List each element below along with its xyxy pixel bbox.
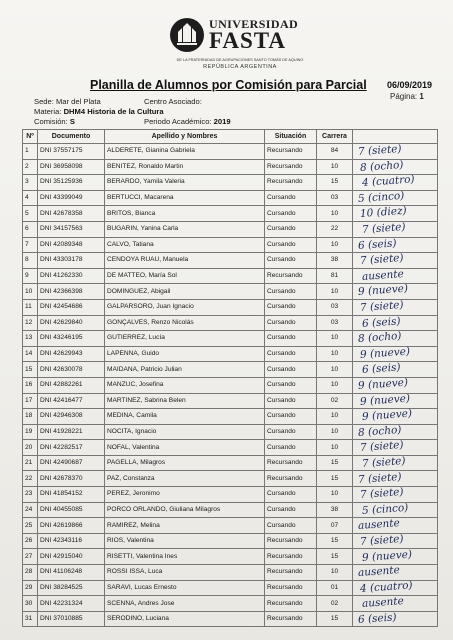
row-document: DNI 42089348	[38, 237, 105, 253]
materia-label: Materia:	[34, 107, 62, 116]
row-document: DNI 42282517	[38, 440, 105, 456]
row-career: 10	[317, 377, 353, 393]
row-number: 29	[23, 580, 38, 596]
row-status: Recursando	[265, 533, 317, 549]
handwritten-grade: 7 (siete)	[359, 486, 404, 502]
handwritten-grade: ausente	[357, 564, 401, 580]
row-name: BENITEZ, Ronaldo Martin	[105, 159, 265, 175]
col-status: Situación	[265, 130, 317, 144]
row-career: 10	[317, 424, 353, 440]
row-status: Recursando	[265, 175, 317, 191]
handwritten-grade: 7 (siete)	[361, 220, 406, 236]
row-document: DNI 42454686	[38, 299, 105, 315]
row-career: 07	[317, 518, 353, 534]
row-status: Cursando	[265, 253, 317, 269]
row-status: Cursando	[265, 502, 317, 518]
row-name: GUTIERREZ, Lucía	[105, 331, 265, 347]
sede-line	[34, 97, 101, 106]
row-career: 03	[317, 315, 353, 331]
row-career: 10	[317, 284, 353, 300]
row-number: 28	[23, 565, 38, 581]
row-name: DOMINGUEZ, Abigail	[105, 284, 265, 300]
row-name: BERARDO, Yamila Valeria	[105, 175, 265, 191]
row-name: BUGARIN, Yanina Carla	[105, 221, 265, 237]
row-career: 02	[317, 393, 353, 409]
row-status: Recursando	[265, 268, 317, 284]
row-document: DNI 41106248	[38, 565, 105, 581]
row-name: SERODINO, Luciana	[105, 611, 265, 627]
row-number: 8	[23, 253, 38, 269]
row-number: 13	[23, 331, 38, 347]
row-status: Recursando	[265, 549, 317, 565]
row-career: 02	[317, 596, 353, 612]
row-document: DNI 42343116	[38, 533, 105, 549]
handwritten-grade: 4 (cuatro)	[359, 579, 413, 595]
handwritten-grade: 9 (nueve)	[357, 376, 409, 392]
row-name: RAMIREZ, Melina	[105, 518, 265, 534]
row-number: 5	[23, 206, 38, 222]
handwritten-grade: 5 (cinco)	[361, 501, 409, 517]
row-status: Cursando	[265, 346, 317, 362]
row-document: DNI 42678370	[38, 471, 105, 487]
row-number: 9	[23, 268, 38, 284]
handwritten-grade: 9 (nueve)	[359, 345, 411, 361]
row-number: 30	[23, 596, 38, 612]
row-document: DNI 36958098	[38, 159, 105, 175]
document-date: 06/09/2019	[387, 80, 433, 90]
row-name: LAPENNA, Guido	[105, 346, 265, 362]
row-status: Cursando	[265, 362, 317, 378]
row-name: PEREZ, Jeronimo	[105, 487, 265, 503]
row-number: 27	[23, 549, 38, 565]
row-career: 01	[317, 580, 353, 596]
row-career: 03	[317, 190, 353, 206]
row-status: Cursando	[265, 190, 317, 206]
handwritten-grade: 7 (siete)	[357, 142, 402, 158]
row-name: ALDERETE, Gianina Gabriela	[105, 144, 265, 160]
handwritten-grade: 7 (siete)	[359, 298, 404, 314]
row-number: 24	[23, 502, 38, 518]
row-name: BRITOS, Bianca	[105, 206, 265, 222]
row-career: 15	[317, 471, 353, 487]
row-career: 10	[317, 346, 353, 362]
handwritten-grade: 6 (seis)	[357, 236, 397, 252]
row-status: Cursando	[265, 331, 317, 347]
handwritten-grade: 9 (nueve)	[359, 392, 411, 408]
row-document: DNI 41854152	[38, 487, 105, 503]
sede-value: Mar del Plata	[55, 97, 101, 106]
row-number: 17	[23, 393, 38, 409]
row-name: BERTUCCI, Macarena	[105, 190, 265, 206]
handwritten-grade: 8 (ocho)	[357, 330, 402, 346]
row-career: 15	[317, 175, 353, 191]
row-career: 81	[317, 268, 353, 284]
periodo-line	[144, 117, 231, 126]
col-number: Nº	[23, 130, 38, 144]
row-document: DNI 34157563	[38, 221, 105, 237]
university-crest-icon	[170, 18, 204, 52]
handwritten-grade: ausente	[361, 267, 405, 283]
row-document: DNI 42630078	[38, 362, 105, 378]
col-grade	[353, 130, 438, 144]
row-name: CENDOYA RUAU, Manuela	[105, 253, 265, 269]
row-name: CALVO, Tatiana	[105, 237, 265, 253]
row-number: 6	[23, 221, 38, 237]
row-number: 16	[23, 377, 38, 393]
row-document: DNI 38284525	[38, 580, 105, 596]
row-status: Cursando	[265, 518, 317, 534]
row-document: DNI 43303178	[38, 253, 105, 269]
row-status: Cursando	[265, 487, 317, 503]
handwritten-grade: 7 (siete)	[359, 252, 404, 268]
row-status: Cursando	[265, 206, 317, 222]
row-document: DNI 37557175	[38, 144, 105, 160]
handwritten-grade: ausente	[357, 517, 401, 533]
handwritten-grade: 8 (ocho)	[357, 423, 402, 439]
row-document: DNI 42490687	[38, 455, 105, 471]
row-number: 20	[23, 440, 38, 456]
row-status: Cursando	[265, 284, 317, 300]
row-document: DNI 42882261	[38, 377, 105, 393]
row-number: 23	[23, 487, 38, 503]
row-document: DNI 42416477	[38, 393, 105, 409]
row-number: 22	[23, 471, 38, 487]
comision-line	[34, 117, 75, 126]
row-name: MARTINEZ, Sabrina Belen	[105, 393, 265, 409]
row-career: 10	[317, 206, 353, 222]
row-career: 10	[317, 159, 353, 175]
row-career: 10	[317, 409, 353, 425]
row-document: DNI 42366398	[38, 284, 105, 300]
handwritten-grade: 8 (ocho)	[359, 158, 404, 174]
handwritten-grade: 6 (seis)	[361, 361, 401, 377]
row-status: Recursando	[265, 144, 317, 160]
periodo-value: 2019	[213, 117, 231, 126]
row-number: 31	[23, 611, 38, 627]
row-document: DNI 42946308	[38, 409, 105, 425]
row-status: Cursando	[265, 221, 317, 237]
row-number: 4	[23, 190, 38, 206]
sede-label: Sede:	[34, 97, 54, 106]
row-status: Recursando	[265, 455, 317, 471]
row-number: 3	[23, 175, 38, 191]
row-status: Cursando	[265, 299, 317, 315]
row-name: SARAVI, Lucas Ernesto	[105, 580, 265, 596]
document-title: Planilla de Alumnos por Comisión para Parcial	[90, 78, 367, 92]
row-career: 10	[317, 440, 353, 456]
row-career: 84	[317, 144, 353, 160]
table-header-row	[23, 130, 438, 144]
row-status: Cursando	[265, 409, 317, 425]
row-status: Recursando	[265, 611, 317, 627]
row-number: 10	[23, 284, 38, 300]
page-indicator	[390, 92, 424, 101]
row-number: 25	[23, 518, 38, 534]
handwritten-grade: 10 (diez)	[359, 205, 408, 221]
row-status: Cursando	[265, 377, 317, 393]
row-document: DNI 35125936	[38, 175, 105, 191]
page-number: 1	[419, 92, 424, 101]
row-career: 10	[317, 331, 353, 347]
row-career: 38	[317, 502, 353, 518]
row-status: Recursando	[265, 596, 317, 612]
row-document: DNI 43399049	[38, 190, 105, 206]
handwritten-grade: 7 (siete)	[359, 532, 404, 548]
university-country: REPÚBLICA ARGENTINA	[203, 64, 277, 70]
row-name: SCENNA, Andres Jose	[105, 596, 265, 612]
row-number: 26	[23, 533, 38, 549]
periodo-label: Periodo Académico:	[144, 117, 212, 126]
row-name: PAGELLA, Milagros	[105, 455, 265, 471]
row-number: 15	[23, 362, 38, 378]
row-name: GONÇALVES, Renzo Nicolás	[105, 315, 265, 331]
row-document: DNI 42629840	[38, 315, 105, 331]
row-career: 15	[317, 533, 353, 549]
handwritten-grade: 9 (nueve)	[357, 282, 409, 299]
row-number: 11	[23, 299, 38, 315]
university-name: FASTA	[209, 28, 286, 53]
row-career: 10	[317, 237, 353, 253]
row-status: Recursando	[265, 471, 317, 487]
row-status: Recursando	[265, 580, 317, 596]
row-status: Cursando	[265, 440, 317, 456]
handwritten-grade: 4 (cuatro)	[361, 173, 415, 190]
row-number: 1	[23, 144, 38, 160]
handwritten-grade: ausente	[361, 595, 405, 611]
handwritten-grade: 7 (siete)	[357, 470, 402, 486]
row-number: 2	[23, 159, 38, 175]
handwritten-grade: 6 (seis)	[357, 611, 397, 626]
row-career: 15	[317, 455, 353, 471]
row-career: 22	[317, 221, 353, 237]
row-number: 12	[23, 315, 38, 331]
handwritten-grade: 5 (cinco)	[357, 189, 405, 205]
university-word: UNIVERSIDAD	[209, 17, 299, 31]
comision-value: S	[69, 117, 75, 126]
row-name: PAZ, Constanza	[105, 471, 265, 487]
row-number: 21	[23, 455, 38, 471]
page-label: Página:	[390, 92, 418, 101]
row-document: DNI 42915040	[38, 549, 105, 565]
row-document: DNI 40455085	[38, 502, 105, 518]
row-document: DNI 41928221	[38, 424, 105, 440]
row-document: DNI 42619866	[38, 518, 105, 534]
row-name: ROSSI ISSA, Luca	[105, 565, 265, 581]
row-document: DNI 37010885	[38, 611, 105, 627]
row-name: NOFAL, Valentina	[105, 440, 265, 456]
row-document: DNI 42231324	[38, 596, 105, 612]
row-document: DNI 41262330	[38, 268, 105, 284]
comision-label: Comisión:	[34, 117, 68, 126]
row-career: 03	[317, 299, 353, 315]
row-career: 15	[317, 549, 353, 565]
row-name: RIOS, Valentina	[105, 533, 265, 549]
row-name: PORCO ORLANDO, Giuliana Milagros	[105, 502, 265, 518]
row-name: GALPARSORO, Juan Ignacio	[105, 299, 265, 315]
row-name: MANZUC, Josefina	[105, 377, 265, 393]
materia-line	[34, 107, 164, 116]
handwritten-grade: 9 (nueve)	[361, 407, 413, 424]
row-number: 18	[23, 409, 38, 425]
row-document: DNI 42629943	[38, 346, 105, 362]
row-career: 15	[317, 611, 353, 627]
row-status: Recursando	[265, 565, 317, 581]
row-name: DE MATTEO, María Sol	[105, 268, 265, 284]
row-number: 19	[23, 424, 38, 440]
row-document: DNI 43246195	[38, 331, 105, 347]
row-number: 14	[23, 346, 38, 362]
materia-name: Historia de la Cultura	[87, 107, 164, 116]
row-number: 7	[23, 237, 38, 253]
row-career: 10	[317, 487, 353, 503]
university-tagline: DE LA FRATERNIDAD DE AGRUPACIONES SANTO TOMÁS DE AQUINO	[176, 58, 304, 62]
row-status: Cursando	[265, 424, 317, 440]
row-career: 10	[317, 565, 353, 581]
row-career: 38	[317, 253, 353, 269]
row-career: 10	[317, 362, 353, 378]
row-name: MEDINA, Camila	[105, 409, 265, 425]
row-name: RISETTI, Valentina Ines	[105, 549, 265, 565]
materia-code: DHM4	[63, 107, 86, 116]
handwritten-grade: 6 (seis)	[361, 314, 401, 330]
row-status: Cursando	[265, 315, 317, 331]
col-career: Carrera	[317, 130, 353, 144]
handwritten-grade: 7 (siete)	[359, 439, 404, 455]
handwritten-grade: 7 (siete)	[361, 454, 406, 470]
row-name: MAIDANA, Patricio Julian	[105, 362, 265, 378]
row-status: Cursando	[265, 393, 317, 409]
centro-label: Centro Asociado:	[144, 97, 202, 106]
col-document: Documento	[38, 130, 105, 144]
row-document: DNI 42678358	[38, 206, 105, 222]
row-name: NOCITA, Ignacio	[105, 424, 265, 440]
handwritten-grade: 9 (nueve)	[361, 548, 413, 564]
row-status: Cursando	[265, 237, 317, 253]
row-status: Recursando	[265, 159, 317, 175]
col-name: Apellido y Nombres	[105, 130, 265, 144]
university-logo	[166, 14, 306, 72]
